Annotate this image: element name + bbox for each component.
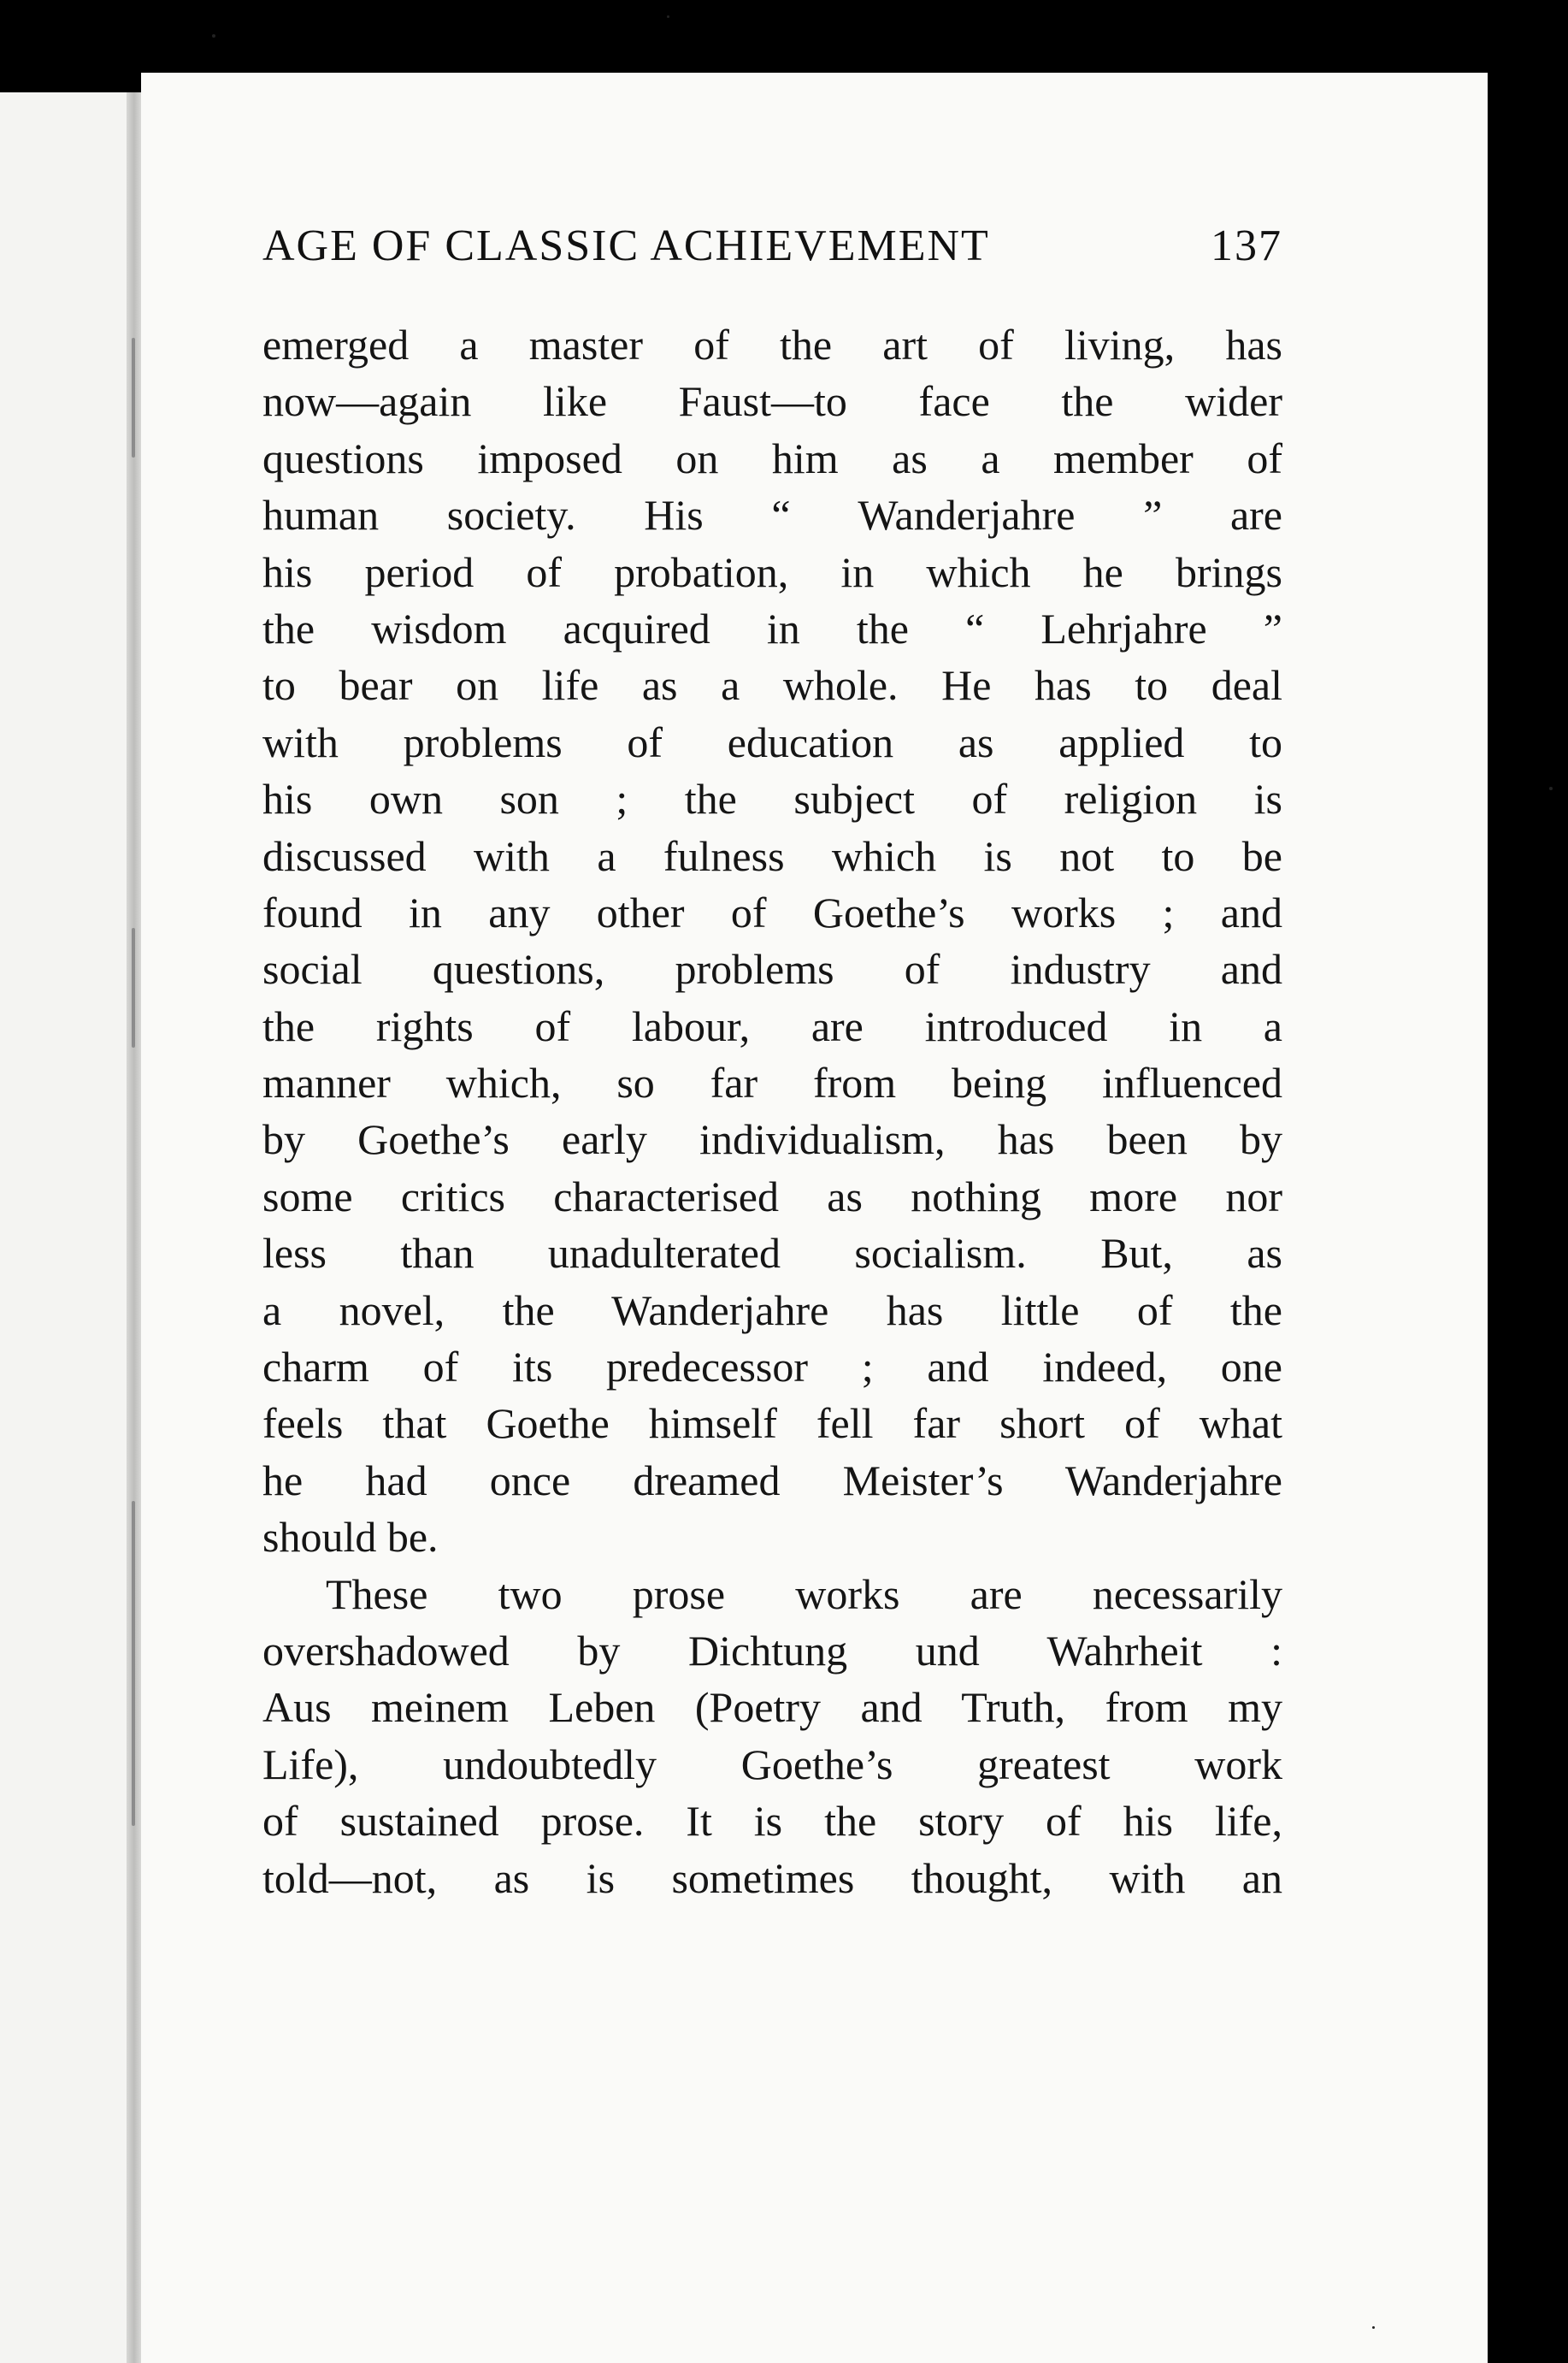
text-line: with problems of education as applied to — [262, 718, 1282, 766]
text-line: less than unadulterated socialism. But, as — [262, 1229, 1282, 1278]
text-line: social questions, problems of industry and — [262, 945, 1282, 994]
running-header — [262, 221, 1282, 281]
text-line: manner which, so far from being influenced — [262, 1059, 1282, 1108]
text-line: Life), undoubtedly Goethe’s greatest work — [262, 1740, 1282, 1788]
text-line: overshadowed by Dichtung und Wahrheit : — [262, 1626, 1282, 1675]
text-line: to bear on life as a whole. He has to deal — [262, 661, 1282, 710]
facing-page-edge — [0, 92, 137, 2363]
text-line: These two prose works are necessarily — [326, 1569, 1282, 1618]
body-text — [262, 316, 1282, 1906]
text-line: feels that Goethe himself fell far short of what — [262, 1399, 1282, 1448]
scan-speck — [1372, 2326, 1375, 2329]
text-line: should be. — [262, 1513, 439, 1562]
scan-speck — [212, 34, 215, 38]
text-line: told—not, as is sometimes thought, with an — [262, 1853, 1282, 1902]
running-title: AGE OF CLASSIC ACHIEVEMENT — [262, 222, 990, 270]
text-line: questions imposed on him as a member of — [262, 434, 1282, 482]
text-line: the wisdom acquired in the “ Lehrjahre ” — [262, 604, 1282, 653]
text-line: discussed with a fulness which is not to be — [262, 831, 1282, 880]
text-line: the rights of labour, are introduced in a — [262, 1001, 1282, 1050]
text-line: a novel, the Wanderjahre has little of the — [262, 1285, 1282, 1334]
text-line: his period of probation, in which he brings — [262, 547, 1282, 596]
text-line: found in any other of Goethe’s works ; and — [262, 888, 1282, 936]
text-line: emerged a master of the art of living, has — [262, 321, 1282, 369]
scan-speck — [1549, 787, 1553, 790]
page-number: 137 — [1211, 222, 1282, 270]
text-line: some critics characterised as nothing more nor — [262, 1172, 1282, 1220]
text-line: now—again like Faust—to face the wider — [262, 377, 1282, 426]
text-line: Aus meinem Leben (Poetry and Truth, from my — [262, 1683, 1282, 1732]
binding-stitch — [132, 338, 135, 458]
text-line: human society. His “ Wanderjahre ” are — [262, 491, 1282, 540]
binding-stitch — [132, 1501, 135, 1826]
text-line: his own son ; the subject of religion is — [262, 775, 1282, 824]
text-line: of sustained prose. It is the story of his life, — [262, 1797, 1282, 1846]
text-line: he had once dreamed Meister’s Wanderjahre — [262, 1456, 1282, 1504]
text-line: charm of its predecessor ; and indeed, one — [262, 1343, 1282, 1391]
text-line: by Goethe’s early individualism, has been by — [262, 1115, 1282, 1164]
binding-stitch — [132, 928, 135, 1048]
scan-speck — [667, 15, 669, 18]
